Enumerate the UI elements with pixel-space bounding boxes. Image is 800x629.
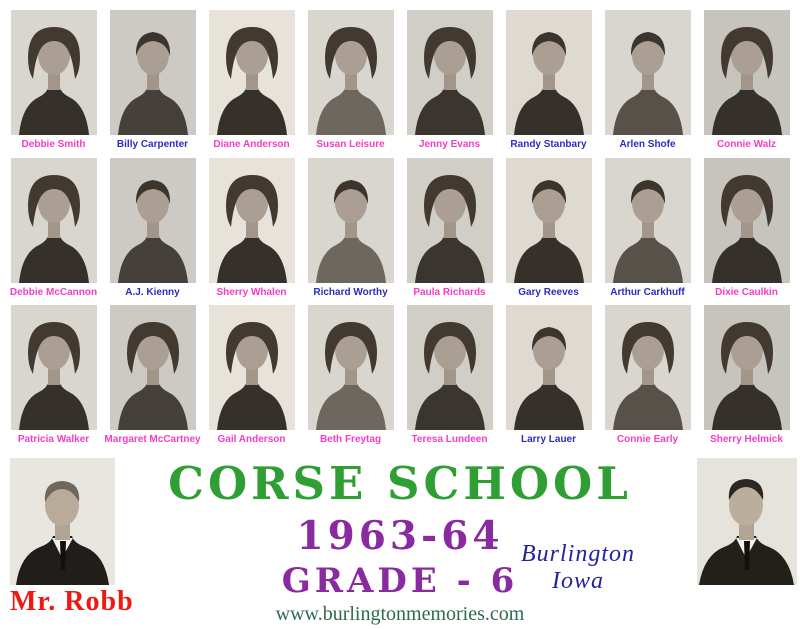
student-cell — [407, 158, 493, 303]
student-name-label: Connie Walz — [716, 139, 777, 150]
student-name-label: Beth Freytag — [319, 434, 382, 445]
student-cell — [104, 305, 201, 450]
student-cell — [704, 305, 790, 450]
student-cell — [704, 158, 790, 303]
student-cell — [11, 305, 97, 450]
student-cell — [704, 10, 790, 155]
student-silhouette-icon — [704, 158, 790, 283]
school-year: 1963-64 — [296, 513, 504, 559]
student-portrait-photo — [209, 305, 295, 430]
student-name-label: Randy Stanbary — [510, 139, 587, 150]
student-silhouette-icon — [407, 10, 493, 135]
student-portrait-photo — [110, 305, 196, 430]
student-portrait-photo — [110, 158, 196, 283]
student-name-label: Paula Richards — [413, 287, 486, 298]
student-silhouette-icon — [308, 305, 394, 430]
student-silhouette-icon — [11, 158, 97, 283]
student-silhouette-icon — [704, 10, 790, 135]
student-portrait-photo — [506, 305, 592, 430]
student-portrait-photo — [209, 158, 295, 283]
student-cell — [209, 158, 295, 303]
student-silhouette-icon — [308, 10, 394, 135]
student-portrait-photo — [308, 158, 394, 283]
student-name-label: Sherry Whalen — [216, 287, 287, 298]
teacher-portrait-photo — [10, 458, 115, 585]
student-silhouette-icon — [209, 10, 295, 135]
student-portrait-photo — [11, 10, 97, 135]
student-cell — [11, 158, 97, 303]
student-cell — [209, 10, 295, 155]
student-cell — [308, 305, 394, 450]
students-row-2 — [0, 158, 800, 303]
student-silhouette-icon — [11, 10, 97, 135]
student-portrait-photo — [407, 158, 493, 283]
student-cell — [506, 305, 592, 450]
student-silhouette-icon — [605, 158, 691, 283]
student-name-label: Jenny Evans — [418, 139, 481, 150]
student-portrait-photo — [308, 10, 394, 135]
student-cell — [308, 158, 394, 303]
student-name-label: A.J. Kienny — [125, 287, 180, 298]
student-silhouette-icon — [605, 10, 691, 135]
student-silhouette-icon — [407, 305, 493, 430]
student-portrait-photo — [308, 305, 394, 430]
student-silhouette-icon — [506, 305, 592, 430]
student-cell — [110, 10, 196, 155]
student-name-label: Arthur Carkhuff — [610, 287, 685, 298]
student-name-label: Teresa Lundeen — [411, 434, 488, 445]
student-cell — [605, 305, 691, 450]
student-cell — [11, 10, 97, 155]
student-silhouette-icon — [110, 158, 196, 283]
man-silhouette-icon — [10, 458, 115, 585]
location-block — [498, 541, 658, 595]
location-city: Burlington — [520, 541, 635, 567]
student-portrait-photo — [506, 10, 592, 135]
website-text: www.burlingtonmemories.com — [275, 603, 525, 625]
student-name-label: Billy Carpenter — [116, 139, 189, 150]
student-silhouette-icon — [209, 305, 295, 430]
title-section — [0, 455, 800, 629]
student-cell — [605, 158, 691, 303]
students-row-1 — [0, 0, 800, 155]
student-name-label: Larry Lauer — [520, 434, 577, 445]
student-name-label: Richard Worthy — [313, 287, 388, 298]
student-portrait-photo — [605, 158, 691, 283]
student-name-label: Dixie Caulkin — [715, 287, 778, 298]
student-portrait-photo — [11, 305, 97, 430]
student-silhouette-icon — [704, 305, 790, 430]
student-name-label: Debbie McCannon — [9, 287, 98, 298]
student-name-label: Sherry Helmick — [710, 434, 783, 445]
students-row-3 — [0, 305, 800, 450]
man-silhouette-icon — [697, 458, 797, 585]
student-cell — [407, 305, 493, 450]
student-silhouette-icon — [506, 158, 592, 283]
student-portrait-photo — [704, 305, 790, 430]
student-name-label: Arlen Shofe — [619, 139, 676, 150]
student-portrait-photo — [407, 10, 493, 135]
student-cell — [605, 10, 691, 155]
student-silhouette-icon — [110, 305, 196, 430]
student-portrait-photo — [407, 305, 493, 430]
student-silhouette-icon — [407, 158, 493, 283]
student-portrait-photo — [209, 10, 295, 135]
student-portrait-photo — [506, 158, 592, 283]
student-cell — [506, 158, 592, 303]
student-name-label: Margaret McCartney — [104, 434, 201, 445]
student-name-label: Connie Early — [616, 434, 679, 445]
student-silhouette-icon — [11, 305, 97, 430]
student-portrait-photo — [605, 305, 691, 430]
student-portrait-photo — [110, 10, 196, 135]
principal-photo-block — [697, 458, 797, 585]
teacher-photo-block — [10, 458, 140, 617]
student-cell — [308, 10, 394, 155]
student-silhouette-icon — [605, 305, 691, 430]
student-name-label: Debbie Smith — [21, 139, 86, 150]
teacher-name-label: Mr. Robb — [10, 586, 134, 617]
student-portrait-photo — [704, 10, 790, 135]
grade-label: GRADE - 6 — [281, 561, 519, 601]
student-cell — [209, 305, 295, 450]
student-name-label: Diane Anderson — [213, 139, 290, 150]
student-name-label: Gail Anderson — [217, 434, 286, 445]
student-silhouette-icon — [110, 10, 196, 135]
school-name: CORSE SCHOOL — [168, 457, 632, 510]
student-name-label: Gary Reeves — [518, 287, 579, 298]
location-state: Iowa — [552, 568, 604, 594]
student-cell — [110, 158, 196, 303]
student-name-label: Patricia Walker — [17, 434, 90, 445]
student-cell — [506, 10, 592, 155]
student-portrait-photo — [605, 10, 691, 135]
student-silhouette-icon — [209, 158, 295, 283]
student-portrait-photo — [11, 158, 97, 283]
student-name-label: Susan Leisure — [316, 139, 385, 150]
student-silhouette-icon — [308, 158, 394, 283]
student-silhouette-icon — [506, 10, 592, 135]
principal-portrait-photo — [697, 458, 797, 585]
student-cell — [407, 10, 493, 155]
student-portrait-photo — [704, 158, 790, 283]
